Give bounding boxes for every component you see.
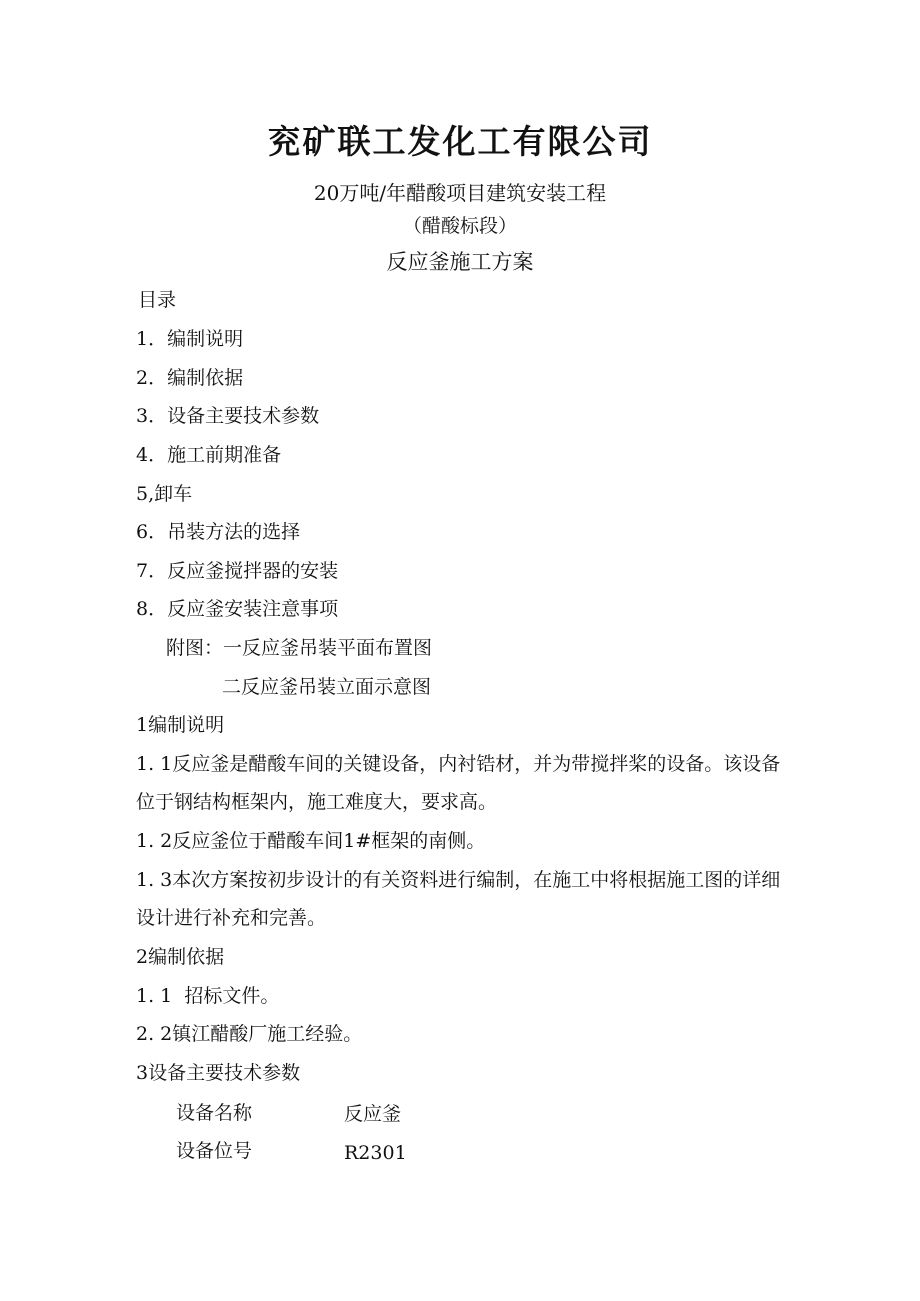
toc-appendix: 二反应釜吊装立面示意图	[222, 676, 432, 698]
toc-item: 6．吊装方法的选择	[136, 521, 301, 543]
param-label: 设备名称	[176, 1102, 253, 1124]
toc-item: 1．编制说明	[136, 328, 244, 350]
section-heading: 2编制依据	[136, 946, 225, 968]
section-heading: 1编制说明	[136, 714, 225, 736]
section-heading: 3设备主要技术参数	[136, 1062, 301, 1084]
paragraph: 1. 3本次方案按初步设计的有关资料进行编制，在施工中将根据施工图的详细设计进行补充和完善。	[136, 869, 781, 929]
toc-item: 7．反应釜搅拌器的安装	[136, 560, 339, 582]
param-value: R2301	[344, 1142, 407, 1164]
toc-title: 目录	[138, 289, 177, 311]
paragraph: 1. 1反应釜是醋酸车间的关键设备，内衬锆材，并为带搅拌桨的设备。该设备位于钢结构框架内，施工难度大，要求高。	[136, 753, 781, 813]
param-label: 设备位号	[176, 1140, 253, 1162]
toc-item: 3．设备主要技术参数	[136, 405, 320, 427]
toc-item: 8．反应釜安装注意事项	[136, 598, 339, 620]
toc-item: 4．施工前期准备	[136, 444, 282, 466]
plan-title: 反应釜施工方案	[386, 250, 534, 274]
paragraph: 1. 1 招标文件。	[136, 985, 280, 1007]
param-value: 反应釜	[344, 1103, 402, 1125]
project-title: 20万吨/年醋酸项目建筑安装工程	[313, 181, 607, 205]
toc-appendix: 附图：一反应釜吊装平面布置图	[166, 637, 433, 659]
paragraph: 1. 2反应釜位于醋酸车间1#框架的南侧。	[136, 830, 486, 852]
toc-item: 5,卸车	[136, 483, 193, 505]
toc-item: 2．编制依据	[136, 367, 244, 389]
company-name: 兖矿联工发化工有限公司	[267, 122, 653, 161]
section-label: （醋酸标段）	[402, 215, 517, 237]
paragraph: 2. 2镇江醋酸厂施工经验。	[136, 1023, 363, 1045]
